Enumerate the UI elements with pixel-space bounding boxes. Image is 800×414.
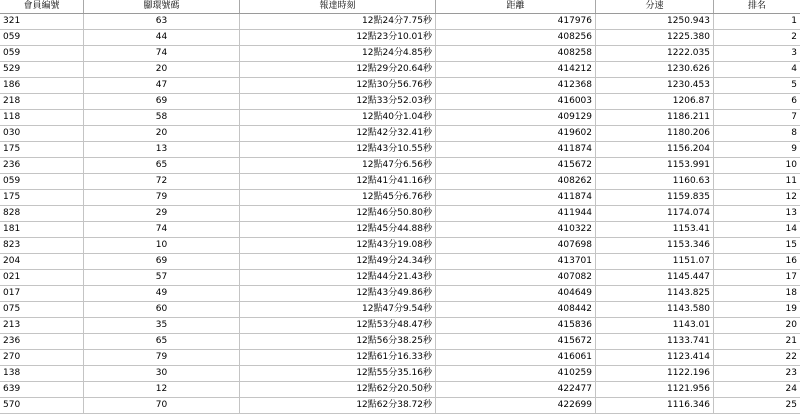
cell-distance: 407082 bbox=[436, 270, 596, 285]
cell-distance: 407698 bbox=[436, 238, 596, 253]
table-row[interactable] bbox=[0, 334, 800, 350]
cell-distance: 408258 bbox=[436, 46, 596, 61]
header-member-id[interactable]: 會員編號 bbox=[0, 0, 84, 13]
table-row[interactable] bbox=[0, 126, 800, 142]
cell-distance: 404649 bbox=[436, 286, 596, 301]
cell-speed: 1160.63 bbox=[596, 174, 714, 189]
cell-speed: 1153.346 bbox=[596, 238, 714, 253]
cell-distance: 415836 bbox=[436, 318, 596, 333]
cell-member-id: 075 bbox=[0, 302, 84, 317]
cell-arrival-time: 12點47分6.56秒 bbox=[240, 158, 436, 173]
cell-ring-number: 20 bbox=[84, 126, 240, 141]
table-row[interactable] bbox=[0, 222, 800, 238]
cell-member-id: 175 bbox=[0, 190, 84, 205]
cell-rank: 12 bbox=[785, 192, 797, 202]
cell-member-id: 138 bbox=[0, 366, 84, 381]
cell-speed: 1156.204 bbox=[596, 142, 714, 157]
cell-arrival-time: 12點41分41.16秒 bbox=[240, 174, 436, 189]
table-row[interactable] bbox=[0, 142, 800, 158]
cell-arrival-time: 12點24分4.85秒 bbox=[240, 46, 436, 61]
cell-ring-number: 63 bbox=[84, 14, 240, 29]
header-distance[interactable]: 距離 bbox=[436, 0, 596, 13]
cell-rank: 23 bbox=[785, 368, 797, 378]
cell-member-id: 828 bbox=[0, 206, 84, 221]
cell-speed: 1230.626 bbox=[596, 62, 714, 77]
cell-arrival-time: 12點45分6.76秒 bbox=[240, 190, 436, 205]
cell-rank: 2 bbox=[791, 32, 797, 42]
cell-arrival-time: 12點43分10.55秒 bbox=[240, 142, 436, 157]
cell-speed: 1180.206 bbox=[596, 126, 714, 141]
cell-distance: 411874 bbox=[436, 190, 596, 205]
cell-rank: 15 bbox=[785, 240, 797, 250]
cell-ring-number: 57 bbox=[84, 270, 240, 285]
cell-ring-number: 74 bbox=[84, 46, 240, 61]
table-row[interactable] bbox=[0, 62, 800, 78]
cell-rank: 13 bbox=[785, 208, 797, 218]
cell-speed: 1143.01 bbox=[596, 318, 714, 333]
cell-rank: 8 bbox=[791, 128, 797, 138]
cell-ring-number: 60 bbox=[84, 302, 240, 317]
cell-rank: 6 bbox=[791, 96, 797, 106]
cell-speed: 1123.414 bbox=[596, 350, 714, 365]
cell-ring-number: 74 bbox=[84, 222, 240, 237]
cell-speed: 1121.956 bbox=[596, 382, 714, 397]
cell-arrival-time: 12點24分7.75秒 bbox=[240, 14, 436, 29]
cell-member-id: 218 bbox=[0, 94, 84, 109]
cell-rank: 1 bbox=[791, 16, 797, 26]
cell-arrival-time: 12點55分35.16秒 bbox=[240, 366, 436, 381]
cell-arrival-time: 12點62分38.72秒 bbox=[240, 398, 436, 413]
cell-arrival-time: 12點42分32.41秒 bbox=[240, 126, 436, 141]
cell-ring-number: 79 bbox=[84, 350, 240, 365]
cell-rank: 17 bbox=[785, 272, 797, 282]
cell-speed: 1153.41 bbox=[596, 222, 714, 237]
table-row[interactable] bbox=[0, 110, 800, 126]
table-row[interactable] bbox=[0, 30, 800, 46]
cell-distance: 410322 bbox=[436, 222, 596, 237]
cell-member-id: 823 bbox=[0, 238, 84, 253]
cell-rank: 19 bbox=[785, 304, 797, 314]
cell-member-id: 186 bbox=[0, 78, 84, 93]
cell-distance: 413701 bbox=[436, 254, 596, 269]
table-row[interactable] bbox=[0, 254, 800, 270]
cell-distance: 412368 bbox=[436, 78, 596, 93]
cell-rank: 5 bbox=[791, 80, 797, 90]
cell-ring-number: 10 bbox=[84, 238, 240, 253]
table-row[interactable] bbox=[0, 366, 800, 382]
cell-member-id: 059 bbox=[0, 46, 84, 61]
cell-speed: 1122.196 bbox=[596, 366, 714, 381]
cell-distance: 419602 bbox=[436, 126, 596, 141]
cell-rank: 9 bbox=[791, 144, 797, 154]
cell-distance: 408256 bbox=[436, 30, 596, 45]
table-header bbox=[0, 0, 800, 14]
table-row[interactable] bbox=[0, 302, 800, 318]
cell-rank: 10 bbox=[785, 160, 797, 170]
cell-distance: 411944 bbox=[436, 206, 596, 221]
cell-member-id: 236 bbox=[0, 158, 84, 173]
cell-arrival-time: 12點40分1.04秒 bbox=[240, 110, 436, 125]
cell-speed: 1133.741 bbox=[596, 334, 714, 349]
cell-speed: 1222.035 bbox=[596, 46, 714, 61]
cell-rank: 21 bbox=[785, 336, 797, 346]
cell-ring-number: 69 bbox=[84, 94, 240, 109]
cell-ring-number: 70 bbox=[84, 398, 240, 413]
cell-arrival-time: 12點61分16.33秒 bbox=[240, 350, 436, 365]
cell-speed: 1153.991 bbox=[596, 158, 714, 173]
cell-distance: 415672 bbox=[436, 158, 596, 173]
cell-speed: 1159.835 bbox=[596, 190, 714, 205]
cell-rank: 4 bbox=[791, 64, 797, 74]
cell-distance: 415672 bbox=[436, 334, 596, 349]
cell-ring-number: 49 bbox=[84, 286, 240, 301]
table-row[interactable] bbox=[0, 270, 800, 286]
cell-speed: 1116.346 bbox=[596, 398, 714, 413]
cell-member-id: 570 bbox=[0, 398, 84, 413]
header-ring-number[interactable]: 腳環號碼 bbox=[84, 0, 240, 13]
cell-ring-number: 30 bbox=[84, 366, 240, 381]
cell-member-id: 030 bbox=[0, 126, 84, 141]
cell-ring-number: 29 bbox=[84, 206, 240, 221]
cell-arrival-time: 12點46分50.80秒 bbox=[240, 206, 436, 221]
cell-member-id: 236 bbox=[0, 334, 84, 349]
cell-ring-number: 58 bbox=[84, 110, 240, 125]
cell-member-id: 204 bbox=[0, 254, 84, 269]
cell-arrival-time: 12點33分52.03秒 bbox=[240, 94, 436, 109]
table-row[interactable] bbox=[0, 286, 800, 302]
cell-arrival-time: 12點43分19.08秒 bbox=[240, 238, 436, 253]
cell-speed: 1174.074 bbox=[596, 206, 714, 221]
cell-member-id: 321 bbox=[0, 14, 84, 29]
cell-distance: 411874 bbox=[436, 142, 596, 157]
cell-member-id: 270 bbox=[0, 350, 84, 365]
table-body bbox=[0, 14, 800, 414]
cell-distance: 408442 bbox=[436, 302, 596, 317]
cell-rank: 11 bbox=[785, 176, 797, 186]
table-row[interactable] bbox=[0, 382, 800, 398]
cell-rank: 3 bbox=[791, 48, 797, 58]
cell-distance: 414212 bbox=[436, 62, 596, 77]
cell-ring-number: 65 bbox=[84, 334, 240, 349]
cell-member-id: 213 bbox=[0, 318, 84, 333]
cell-distance: 410259 bbox=[436, 366, 596, 381]
cell-speed: 1186.211 bbox=[596, 110, 714, 125]
cell-distance: 417976 bbox=[436, 14, 596, 29]
cell-ring-number: 35 bbox=[84, 318, 240, 333]
cell-member-id: 021 bbox=[0, 270, 84, 285]
cell-arrival-time: 12點49分24.34秒 bbox=[240, 254, 436, 269]
cell-member-id: 529 bbox=[0, 62, 84, 77]
cell-speed: 1225.380 bbox=[596, 30, 714, 45]
cell-member-id: 175 bbox=[0, 142, 84, 157]
table-row[interactable] bbox=[0, 78, 800, 94]
cell-member-id: 181 bbox=[0, 222, 84, 237]
cell-speed: 1250.943 bbox=[596, 14, 714, 29]
cell-arrival-time: 12點53分48.47秒 bbox=[240, 318, 436, 333]
cell-rank: 16 bbox=[785, 256, 797, 266]
cell-arrival-time: 12點47分9.54秒 bbox=[240, 302, 436, 317]
cell-speed: 1206.87 bbox=[596, 94, 714, 109]
cell-member-id: 017 bbox=[0, 286, 84, 301]
table-row[interactable] bbox=[0, 46, 800, 62]
table-row[interactable] bbox=[0, 174, 800, 190]
cell-distance: 408262 bbox=[436, 174, 596, 189]
cell-ring-number: 65 bbox=[84, 158, 240, 173]
header-speed[interactable]: 分速 bbox=[596, 0, 714, 13]
cell-rank: 22 bbox=[785, 352, 797, 362]
cell-distance: 416003 bbox=[436, 94, 596, 109]
cell-arrival-time: 12點44分21.43秒 bbox=[240, 270, 436, 285]
cell-member-id: 059 bbox=[0, 174, 84, 189]
cell-arrival-time: 12點23分10.01秒 bbox=[240, 30, 436, 45]
cell-ring-number: 69 bbox=[84, 254, 240, 269]
table-row[interactable] bbox=[0, 158, 800, 174]
cell-arrival-time: 12點43分49.86秒 bbox=[240, 286, 436, 301]
cell-distance: 422699 bbox=[436, 398, 596, 413]
cell-arrival-time: 12點56分38.25秒 bbox=[240, 334, 436, 349]
cell-distance: 409129 bbox=[436, 110, 596, 125]
cell-member-id: 639 bbox=[0, 382, 84, 397]
cell-speed: 1143.825 bbox=[596, 286, 714, 301]
cell-rank: 20 bbox=[785, 320, 797, 330]
cell-member-id: 059 bbox=[0, 30, 84, 45]
cell-rank: 14 bbox=[785, 224, 797, 234]
header-arrival-time[interactable]: 報達時刻 bbox=[240, 0, 436, 13]
cell-ring-number: 20 bbox=[84, 62, 240, 77]
table-row[interactable] bbox=[0, 190, 800, 206]
cell-speed: 1143.580 bbox=[596, 302, 714, 317]
table-row[interactable] bbox=[0, 206, 800, 222]
cell-rank: 18 bbox=[785, 288, 797, 298]
table-row[interactable] bbox=[0, 350, 800, 366]
cell-rank: 25 bbox=[785, 400, 797, 410]
cell-speed: 1230.453 bbox=[596, 78, 714, 93]
table-row[interactable] bbox=[0, 14, 800, 30]
cell-arrival-time: 12點29分20.64秒 bbox=[240, 62, 436, 77]
cell-member-id: 118 bbox=[0, 110, 84, 125]
table-row[interactable] bbox=[0, 238, 800, 254]
cell-ring-number: 72 bbox=[84, 174, 240, 189]
cell-speed: 1145.447 bbox=[596, 270, 714, 285]
table-row[interactable] bbox=[0, 94, 800, 110]
cell-arrival-time: 12點30分56.76秒 bbox=[240, 78, 436, 93]
cell-distance: 422477 bbox=[436, 382, 596, 397]
cell-rank: 7 bbox=[791, 112, 797, 122]
cell-rank: 24 bbox=[785, 384, 797, 394]
cell-ring-number: 79 bbox=[84, 190, 240, 205]
cell-arrival-time: 12點45分44.88秒 bbox=[240, 222, 436, 237]
cell-ring-number: 47 bbox=[84, 78, 240, 93]
table-row[interactable] bbox=[0, 318, 800, 334]
cell-ring-number: 12 bbox=[84, 382, 240, 397]
header-rank[interactable]: 排名 bbox=[747, 1, 766, 11]
cell-speed: 1151.07 bbox=[596, 254, 714, 269]
cell-distance: 416061 bbox=[436, 350, 596, 365]
cell-ring-number: 13 bbox=[84, 142, 240, 157]
cell-arrival-time: 12點62分20.50秒 bbox=[240, 382, 436, 397]
cell-ring-number: 44 bbox=[84, 30, 240, 45]
